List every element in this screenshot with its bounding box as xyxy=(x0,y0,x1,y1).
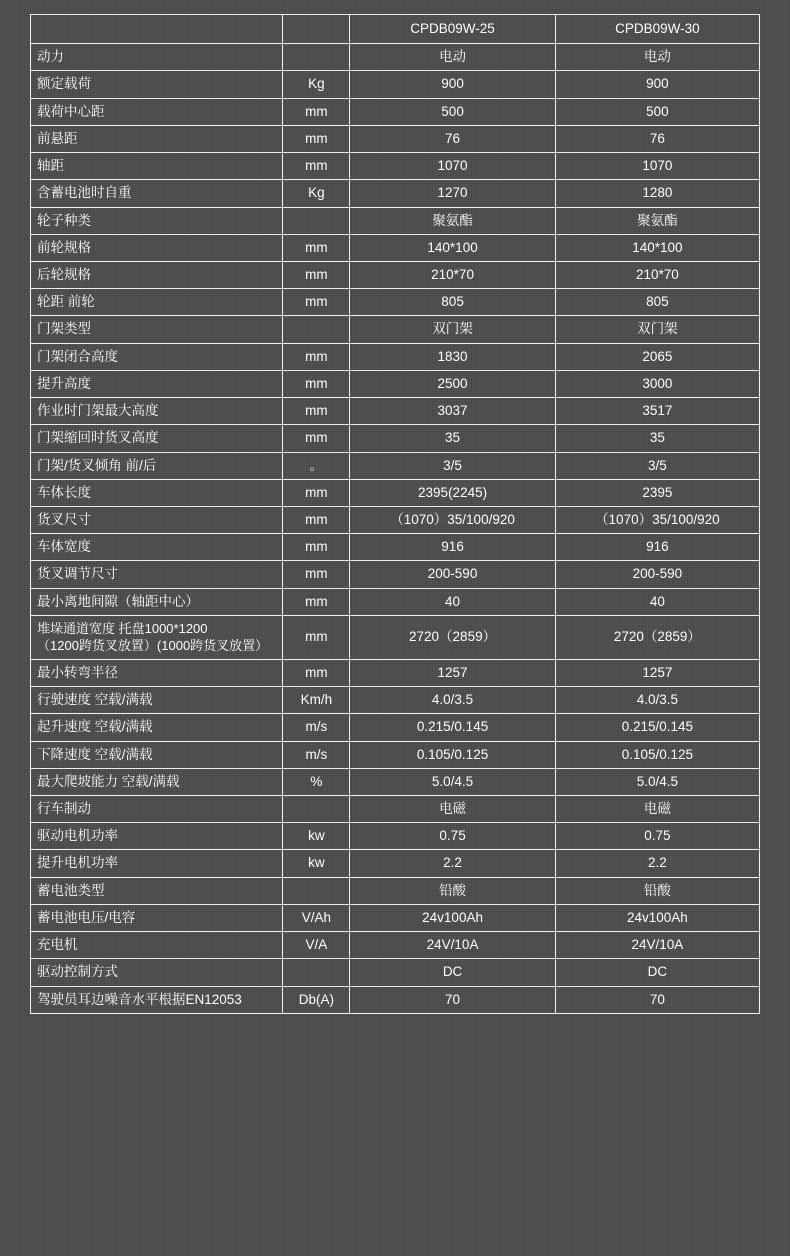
row-unit: mm xyxy=(283,370,350,397)
row-value-model-2: 5.0/4.5 xyxy=(555,768,759,795)
row-label: 驾驶员耳边噪音水平根据EN12053 xyxy=(31,986,283,1013)
row-value-model-1: 916 xyxy=(350,534,555,561)
table-row xyxy=(31,125,760,152)
table-row xyxy=(31,289,760,316)
row-unit: mm xyxy=(283,289,350,316)
row-unit: Db(A) xyxy=(283,986,350,1013)
row-label: 门架缩回时货叉高度 xyxy=(31,425,283,452)
table-row xyxy=(31,877,760,904)
row-value-model-2: 500 xyxy=(555,98,759,125)
table-row xyxy=(31,850,760,877)
row-value-model-1: 聚氨酯 xyxy=(350,207,555,234)
row-value-model-2: 2065 xyxy=(555,343,759,370)
row-unit: mm xyxy=(283,398,350,425)
row-value-model-1: 4.0/3.5 xyxy=(350,687,555,714)
row-value-model-2: DC xyxy=(555,959,759,986)
table-row xyxy=(31,659,760,686)
row-value-model-1: 2395(2245) xyxy=(350,479,555,506)
row-value-model-2: 805 xyxy=(555,289,759,316)
row-value-model-2: 0.105/0.125 xyxy=(555,741,759,768)
row-value-model-2: 1257 xyxy=(555,659,759,686)
table-row xyxy=(31,823,760,850)
table-row xyxy=(31,207,760,234)
table-row xyxy=(31,343,760,370)
row-value-model-1: DC xyxy=(350,959,555,986)
table-row xyxy=(31,534,760,561)
table-row xyxy=(31,796,760,823)
row-label: 含蓄电池时自重 xyxy=(31,180,283,207)
row-value-model-2: 2395 xyxy=(555,479,759,506)
row-value-model-2: 0.215/0.145 xyxy=(555,714,759,741)
row-label: 前悬距 xyxy=(31,125,283,152)
row-unit: V/Ah xyxy=(283,904,350,931)
header-cell-model-2: CPDB09W-30 xyxy=(555,15,759,44)
row-unit xyxy=(283,877,350,904)
row-value-model-1: 200-590 xyxy=(350,561,555,588)
row-label: 门架闭合高度 xyxy=(31,343,283,370)
row-label: 门架类型 xyxy=(31,316,283,343)
table-row xyxy=(31,44,760,71)
row-value-model-1: 0.75 xyxy=(350,823,555,850)
header-cell-unit xyxy=(283,15,350,44)
row-value-model-2: 900 xyxy=(555,71,759,98)
table-row xyxy=(31,714,760,741)
table-row xyxy=(31,316,760,343)
row-label: 最小离地间隙（轴距中心） xyxy=(31,588,283,615)
row-value-model-1: 1270 xyxy=(350,180,555,207)
table-body xyxy=(31,15,760,1014)
row-unit: mm xyxy=(283,534,350,561)
row-value-model-2: 聚氨酯 xyxy=(555,207,759,234)
row-unit: mm xyxy=(283,659,350,686)
row-value-model-1: 24V/10A xyxy=(350,932,555,959)
row-unit: mm xyxy=(283,425,350,452)
row-value-model-1: 双门架 xyxy=(350,316,555,343)
table-row xyxy=(31,741,760,768)
row-unit: mm xyxy=(283,615,350,659)
row-value-model-1: 3037 xyxy=(350,398,555,425)
row-value-model-2: 76 xyxy=(555,125,759,152)
row-value-model-2: 24v100Ah xyxy=(555,904,759,931)
table-row xyxy=(31,234,760,261)
row-unit xyxy=(283,207,350,234)
row-value-model-1: 1257 xyxy=(350,659,555,686)
row-label-line-1: 堆垛通道宽度 托盘1000*1200 xyxy=(37,620,208,636)
row-value-model-1: 2720（2859） xyxy=(350,615,555,659)
table-row xyxy=(31,479,760,506)
row-value-model-1: 0.105/0.125 xyxy=(350,741,555,768)
row-unit: mm xyxy=(283,153,350,180)
row-label: 轮距 前轮 xyxy=(31,289,283,316)
row-unit: mm xyxy=(283,98,350,125)
row-value-model-2: 0.75 xyxy=(555,823,759,850)
row-value-model-2: 210*70 xyxy=(555,261,759,288)
row-label: 车体宽度 xyxy=(31,534,283,561)
row-label: 充电机 xyxy=(31,932,283,959)
row-value-model-1: 140*100 xyxy=(350,234,555,261)
table-row xyxy=(31,615,760,659)
row-unit: % xyxy=(283,768,350,795)
row-label: 货叉尺寸 xyxy=(31,506,283,533)
row-label: 行驶速度 空载/满载 xyxy=(31,687,283,714)
row-label-line-2: （1200跨货叉放置）(1000跨货叉放置） xyxy=(37,638,269,654)
row-value-model-1: 0.215/0.145 xyxy=(350,714,555,741)
row-value-model-1: 电动 xyxy=(350,44,555,71)
row-value-model-2: 35 xyxy=(555,425,759,452)
row-unit: m/s xyxy=(283,714,350,741)
row-value-model-2: 1280 xyxy=(555,180,759,207)
row-value-model-2: 916 xyxy=(555,534,759,561)
table-row xyxy=(31,180,760,207)
row-unit xyxy=(283,44,350,71)
row-unit: V/A xyxy=(283,932,350,959)
row-value-model-2: 铅酸 xyxy=(555,877,759,904)
table-row xyxy=(31,506,760,533)
row-value-model-1: 76 xyxy=(350,125,555,152)
row-value-model-1: 1070 xyxy=(350,153,555,180)
row-value-model-2: 2.2 xyxy=(555,850,759,877)
row-value-model-1: 210*70 xyxy=(350,261,555,288)
row-value-model-1: 2.2 xyxy=(350,850,555,877)
row-value-model-2: 70 xyxy=(555,986,759,1013)
row-label: 蓄电池电压/电容 xyxy=(31,904,283,931)
header-cell-name xyxy=(31,15,283,44)
row-unit: mm xyxy=(283,125,350,152)
table-header-row xyxy=(31,15,760,44)
row-value-model-2: 4.0/3.5 xyxy=(555,687,759,714)
row-unit: kw xyxy=(283,850,350,877)
table-row xyxy=(31,370,760,397)
row-unit: Km/h xyxy=(283,687,350,714)
row-label: 动力 xyxy=(31,44,283,71)
row-unit xyxy=(283,316,350,343)
row-value-model-2: 3000 xyxy=(555,370,759,397)
row-label: 车体长度 xyxy=(31,479,283,506)
row-value-model-2: （1070）35/100/920 xyxy=(555,506,759,533)
row-unit: mm xyxy=(283,261,350,288)
row-value-model-1: 2500 xyxy=(350,370,555,397)
row-label: 蓄电池类型 xyxy=(31,877,283,904)
row-label: 下降速度 空载/满载 xyxy=(31,741,283,768)
row-unit: m/s xyxy=(283,741,350,768)
row-label: 轴距 xyxy=(31,153,283,180)
table-row xyxy=(31,986,760,1013)
row-unit: mm xyxy=(283,343,350,370)
row-value-model-2: 40 xyxy=(555,588,759,615)
row-unit: mm xyxy=(283,234,350,261)
row-value-model-2: 3/5 xyxy=(555,452,759,479)
row-unit: mm xyxy=(283,561,350,588)
row-value-model-1: （1070）35/100/920 xyxy=(350,506,555,533)
table-row xyxy=(31,561,760,588)
row-value-model-1: 35 xyxy=(350,425,555,452)
table-row xyxy=(31,261,760,288)
row-value-model-1: 24v100Ah xyxy=(350,904,555,931)
row-label xyxy=(31,615,283,659)
row-unit: mm xyxy=(283,588,350,615)
row-label: 驱动电机功率 xyxy=(31,823,283,850)
row-value-model-1: 805 xyxy=(350,289,555,316)
row-value-model-1: 70 xyxy=(350,986,555,1013)
row-unit xyxy=(283,796,350,823)
row-unit: 。 xyxy=(283,452,350,479)
row-label: 行车制动 xyxy=(31,796,283,823)
row-value-model-1: 铅酸 xyxy=(350,877,555,904)
table-row xyxy=(31,768,760,795)
row-unit: kw xyxy=(283,823,350,850)
row-label: 起升速度 空载/满载 xyxy=(31,714,283,741)
row-label: 最大爬坡能力 空载/满载 xyxy=(31,768,283,795)
table-row xyxy=(31,452,760,479)
row-unit: mm xyxy=(283,479,350,506)
row-unit: Kg xyxy=(283,180,350,207)
row-label: 后轮规格 xyxy=(31,261,283,288)
row-value-model-2: 1070 xyxy=(555,153,759,180)
row-value-model-1: 1830 xyxy=(350,343,555,370)
table-row xyxy=(31,425,760,452)
table-row xyxy=(31,932,760,959)
row-value-model-1: 900 xyxy=(350,71,555,98)
row-value-model-2: 200-590 xyxy=(555,561,759,588)
row-value-model-1: 3/5 xyxy=(350,452,555,479)
row-value-model-2: 电动 xyxy=(555,44,759,71)
row-label: 前轮规格 xyxy=(31,234,283,261)
row-value-model-1: 40 xyxy=(350,588,555,615)
row-label: 驱动控制方式 xyxy=(31,959,283,986)
row-unit: Kg xyxy=(283,71,350,98)
table-row xyxy=(31,71,760,98)
row-value-model-2: 140*100 xyxy=(555,234,759,261)
row-value-model-1: 500 xyxy=(350,98,555,125)
row-value-model-2: 2720（2859） xyxy=(555,615,759,659)
row-value-model-2: 电磁 xyxy=(555,796,759,823)
row-label: 作业时门架最大高度 xyxy=(31,398,283,425)
row-label: 载荷中心距 xyxy=(31,98,283,125)
table-row xyxy=(31,588,760,615)
specifications-table xyxy=(30,14,760,1014)
row-value-model-2: 24V/10A xyxy=(555,932,759,959)
row-value-model-1: 5.0/4.5 xyxy=(350,768,555,795)
table-row xyxy=(31,687,760,714)
row-unit: mm xyxy=(283,506,350,533)
row-label: 轮子种类 xyxy=(31,207,283,234)
table-row xyxy=(31,98,760,125)
row-value-model-2: 3517 xyxy=(555,398,759,425)
table-row xyxy=(31,959,760,986)
table-row xyxy=(31,904,760,931)
row-unit xyxy=(283,959,350,986)
table-row xyxy=(31,398,760,425)
row-label: 提升电机功率 xyxy=(31,850,283,877)
table-row xyxy=(31,153,760,180)
row-label: 门架/货叉倾角 前/后 xyxy=(31,452,283,479)
row-label: 提升高度 xyxy=(31,370,283,397)
row-label: 额定载荷 xyxy=(31,71,283,98)
row-label: 货叉调节尺寸 xyxy=(31,561,283,588)
row-label: 最小转弯半径 xyxy=(31,659,283,686)
spec-sheet xyxy=(30,14,760,1014)
header-cell-model-1: CPDB09W-25 xyxy=(350,15,555,44)
row-value-model-1: 电磁 xyxy=(350,796,555,823)
row-value-model-2: 双门架 xyxy=(555,316,759,343)
